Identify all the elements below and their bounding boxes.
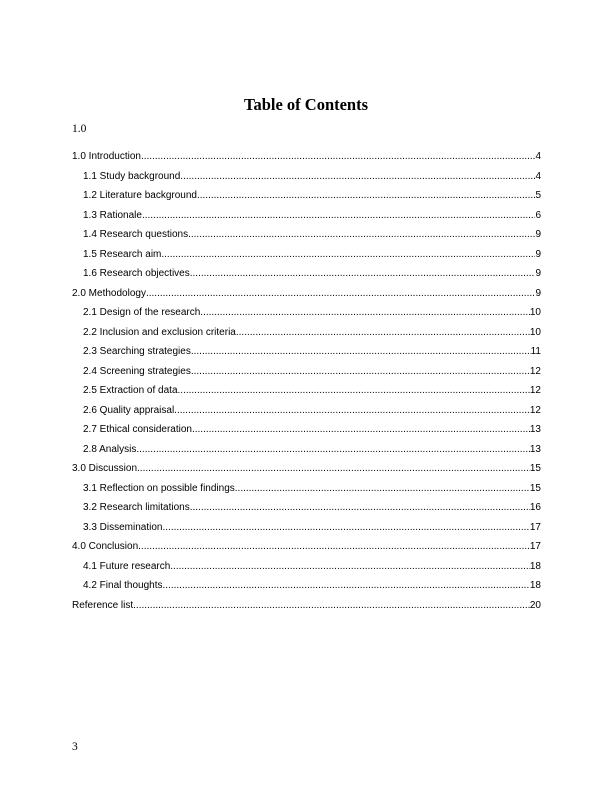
toc-entry-label: 2.2 Inclusion and exclusion criteria — [83, 326, 236, 338]
section-marker: 1.0 — [72, 123, 87, 135]
toc-entry-page: 9 — [535, 268, 541, 279]
toc-entry[interactable] — [72, 498, 541, 518]
toc-entry-page: 5 — [535, 190, 541, 201]
toc-entry-label: 2.6 Quality appraisal — [83, 404, 175, 416]
toc-entry-page: 16 — [529, 502, 541, 513]
toc-entry-page: 13 — [529, 443, 541, 455]
toc-entry-page: 17 — [529, 521, 541, 533]
toc-dot-leader — [170, 557, 530, 577]
toc-entry-label: 1.4 Research questions — [83, 229, 189, 240]
toc-dot-leader — [180, 167, 535, 187]
toc-entry-label: 4.2 Final thoughts — [83, 580, 163, 591]
toc-entry-page: 9 — [535, 229, 541, 240]
toc-entry[interactable] — [72, 596, 541, 616]
toc-entry-page: 17 — [529, 541, 541, 552]
toc-entry-label: 1.2 Literature background — [83, 190, 197, 201]
toc-entry-page: 15 — [529, 463, 541, 474]
toc-dot-leader — [190, 264, 536, 284]
toc-entry[interactable] — [72, 264, 541, 284]
toc-entry-label: 1.0 Introduction — [72, 151, 141, 162]
toc-entry-page: 4 — [535, 151, 541, 162]
toc-dot-leader — [163, 576, 530, 596]
toc-entry-label: 2.7 Ethical consideration — [83, 424, 192, 435]
toc-entry-page: 12 — [529, 385, 541, 396]
toc-dot-leader — [236, 323, 530, 343]
toc-entry[interactable] — [72, 381, 541, 401]
toc-dot-leader — [146, 284, 535, 304]
toc-entry-label: 1.3 Rationale — [83, 209, 142, 221]
toc-entry-page: 18 — [529, 580, 541, 591]
toc-entry[interactable] — [72, 557, 541, 577]
toc-entry-page: 18 — [529, 560, 541, 572]
toc-entry[interactable] — [72, 323, 541, 343]
toc-dot-leader — [197, 186, 535, 206]
toc-entry[interactable] — [72, 167, 541, 187]
toc-entry[interactable] — [72, 440, 541, 460]
toc-dot-leader — [235, 479, 530, 499]
toc-entry[interactable] — [72, 186, 541, 206]
toc-entry-label: 4.0 Conclusion — [72, 541, 139, 552]
toc-entry-label: 2.1 Design of the research — [83, 307, 201, 318]
toc-dot-leader — [142, 206, 536, 226]
toc-entry-page: 15 — [529, 482, 541, 494]
toc-entry-page: 12 — [529, 365, 541, 377]
toc-entry[interactable] — [72, 459, 541, 479]
toc-entry-label: 3.1 Reflection on possible findings — [83, 482, 235, 494]
toc-dot-leader — [136, 440, 530, 460]
toc-entry[interactable] — [72, 303, 541, 323]
toc-dot-leader — [137, 459, 530, 479]
toc-entry-page: 10 — [529, 326, 541, 338]
toc-entry-page: 12 — [529, 404, 541, 416]
toc-dot-leader — [191, 342, 531, 362]
toc-entry[interactable] — [72, 537, 541, 557]
toc-entry-label: 2.3 Searching strategies — [83, 346, 191, 357]
toc-entry-page: 10 — [529, 307, 541, 318]
toc-entry[interactable] — [72, 206, 541, 226]
toc-dot-leader — [162, 518, 529, 538]
toc-entry-page: 9 — [535, 248, 541, 260]
toc-entry[interactable] — [72, 479, 541, 499]
toc-entry[interactable] — [72, 576, 541, 596]
toc-entry-label: 2.0 Methodology — [72, 287, 146, 299]
toc-entry-page: 4 — [535, 170, 541, 182]
toc-entry-label: 3.2 Research limitations — [83, 502, 190, 513]
toc-entry-label: 1.5 Research aim — [83, 248, 162, 260]
toc-entry[interactable] — [72, 518, 541, 538]
toc-entry[interactable] — [72, 147, 541, 167]
toc-dot-leader — [178, 381, 530, 401]
toc-dot-leader — [191, 362, 530, 382]
page-title: Table of Contents — [243, 95, 369, 114]
toc-dot-leader — [200, 303, 530, 323]
toc-dot-leader — [190, 498, 530, 518]
toc-dot-leader — [141, 147, 536, 167]
toc-entry[interactable] — [72, 420, 541, 440]
toc-entry-label: 3.3 Dissemination — [83, 521, 163, 533]
toc-entry-page: 20 — [529, 599, 541, 611]
toc-entry[interactable] — [72, 284, 541, 304]
toc-dot-leader — [161, 245, 535, 265]
toc-entry-label: 3.0 Discussion — [72, 463, 138, 474]
toc-entry-label: 2.4 Screening strategies — [83, 365, 191, 377]
toc-dot-leader — [192, 420, 530, 440]
toc-dot-leader — [174, 401, 530, 421]
page-number: 3 — [72, 741, 78, 753]
toc-dot-leader — [133, 596, 530, 616]
toc-entry-label: 2.8 Analysis — [83, 443, 137, 455]
toc-entry[interactable] — [72, 401, 541, 421]
toc-entry-page: 11 — [530, 346, 541, 357]
toc-entry-label: Reference list — [72, 599, 134, 611]
toc-dot-leader — [188, 225, 535, 245]
toc-dot-leader — [138, 537, 530, 557]
toc-entry[interactable] — [72, 342, 541, 362]
table-of-contents — [72, 147, 541, 615]
toc-entry[interactable] — [72, 225, 541, 245]
toc-entry-label: 2.5 Extraction of data — [83, 385, 178, 396]
toc-entry[interactable] — [72, 362, 541, 382]
toc-entry-label: 4.1 Future research — [83, 560, 171, 572]
toc-entry-label: 1.6 Research objectives — [83, 268, 190, 279]
toc-entry-page: 9 — [535, 287, 541, 299]
toc-entry-page: 6 — [535, 209, 541, 221]
toc-entry-label: 1.1 Study background — [83, 170, 181, 182]
toc-entry[interactable] — [72, 245, 541, 265]
toc-entry-page: 13 — [529, 424, 541, 435]
